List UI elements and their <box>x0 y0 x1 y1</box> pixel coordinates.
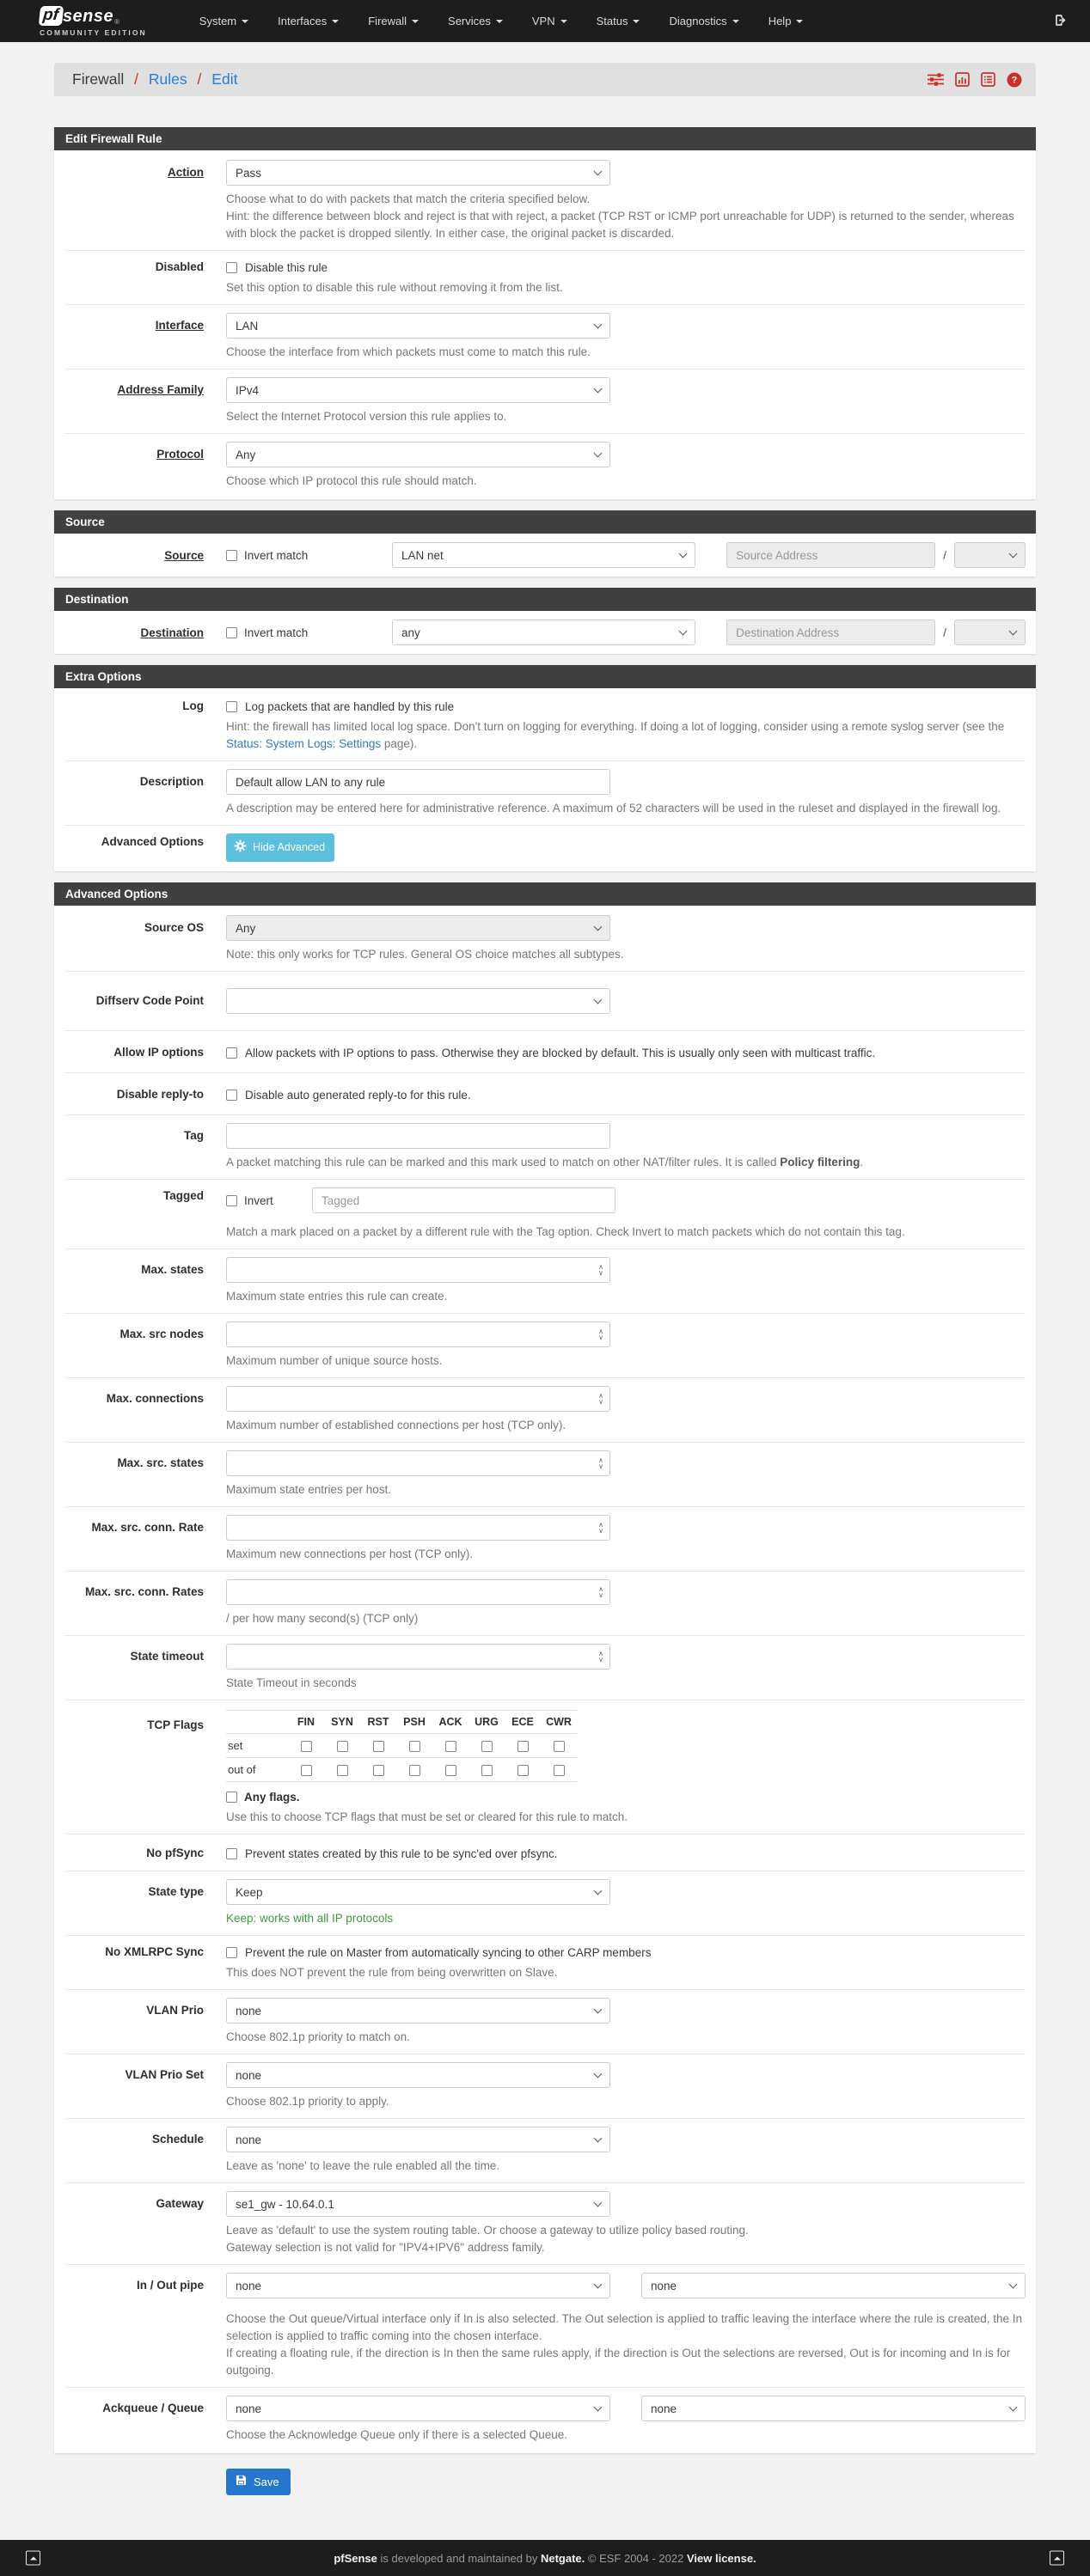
breadcrumb-firewall: Firewall <box>72 70 125 88</box>
state-timeout-label: State timeout <box>130 1650 204 1663</box>
mask-separator: / <box>943 626 946 639</box>
svg-text:?: ? <box>1011 75 1018 86</box>
disable-reply-to-checkbox[interactable] <box>226 1090 237 1101</box>
chevron-down-icon <box>594 449 603 457</box>
allow-ip-options-checkbox[interactable] <box>226 1047 237 1059</box>
sliders-icon[interactable] <box>928 72 944 87</box>
row-vlan-prio-set <box>64 2054 1026 2118</box>
chevron-down-icon <box>1009 626 1018 635</box>
save-button[interactable]: Save <box>226 2469 291 2495</box>
queue-select[interactable]: none <box>641 2396 1026 2421</box>
no-xmlrpc-sync-label: No XMLRPC Sync <box>105 1945 204 1958</box>
address-family-label: Address Family <box>117 383 204 396</box>
destination-invert-checkbox[interactable] <box>226 627 237 638</box>
breadcrumb-rules[interactable]: Rules <box>148 70 187 88</box>
source-select[interactable]: LAN net <box>392 542 695 568</box>
tcp-flag-checkbox[interactable] <box>554 1741 565 1752</box>
row-state-type <box>64 1871 1026 1935</box>
out-pipe-select[interactable]: none <box>641 2273 1026 2298</box>
row-interface <box>64 304 1026 369</box>
vlan-prio-label: VLAN Prio <box>146 2004 204 2017</box>
panel-title: Edit Firewall Rule <box>54 127 1036 150</box>
destination-select[interactable]: any <box>392 620 695 645</box>
destination-invert-label: Invert match <box>244 626 309 639</box>
logo-pf: pf <box>39 6 64 26</box>
chevron-down-icon <box>796 20 803 23</box>
row-diffserv <box>64 971 1026 1030</box>
source-label: Source <box>164 548 204 562</box>
ackqueue-label: Ackqueue / Queue <box>102 2402 204 2414</box>
row-max-src-states <box>64 1442 1026 1506</box>
tcp-flag-checkbox[interactable] <box>409 1741 420 1752</box>
in-out-pipe-label: In / Out pipe <box>137 2279 204 2292</box>
row-schedule <box>64 2118 1026 2182</box>
tcp-flags-label: TCP Flags <box>147 1718 204 1731</box>
row-protocol <box>64 433 1026 497</box>
tcp-flags-set-row <box>226 1734 577 1758</box>
chevron-down-icon <box>594 2133 603 2142</box>
max-states-help: Maximum state entries this rule can create. <box>226 1290 448 1303</box>
flag-ack: ACK <box>438 1716 462 1728</box>
flag-syn: SYN <box>331 1716 353 1728</box>
protocol-select[interactable]: Any <box>226 442 610 467</box>
disable-reply-to-label: Disable reply-to <box>116 1088 204 1101</box>
chevron-down-icon <box>633 20 640 23</box>
disable-rule-label: Disable this rule <box>245 261 328 274</box>
protocol-label: Protocol <box>156 448 204 461</box>
source-address-input <box>726 542 935 568</box>
schedule-help: Leave as 'none' to leave the rule enabled all the time. <box>226 2159 500 2172</box>
menu-vpn[interactable]: VPN <box>517 15 582 27</box>
chevron-down-icon <box>332 20 339 23</box>
row-gateway <box>64 2182 1026 2264</box>
chevron-down-icon <box>412 20 419 23</box>
breadcrumb-separator: / <box>134 70 139 88</box>
chevron-down-icon <box>594 320 603 328</box>
tcp-flags-help: Use this to choose TCP flags that must be set or cleared for this rule to match. <box>226 1810 628 1823</box>
max-src-conn-rate-label: Max. src. conn. Rate <box>91 1521 204 1534</box>
footer <box>0 2540 1090 2576</box>
tcp-flag-checkbox[interactable] <box>517 1765 529 1776</box>
tcp-flag-checkbox[interactable] <box>373 1741 384 1752</box>
logo-registered-mark: ® <box>114 17 120 26</box>
no-pfsync-checkbox[interactable] <box>226 1848 237 1859</box>
max-connections-label: Max. connections <box>106 1392 204 1405</box>
row-source <box>64 535 1026 575</box>
panel-title: Source <box>54 510 1036 534</box>
tcp-flag-checkbox[interactable] <box>517 1741 529 1752</box>
source-invert-checkbox[interactable] <box>226 550 237 561</box>
interface-label: Interface <box>155 319 204 332</box>
logo-sense: sense <box>62 6 114 26</box>
tag-input[interactable] <box>226 1123 610 1149</box>
source-os-select[interactable]: Any <box>226 915 610 941</box>
log-help: Hint: the firewall has limited local log space. Don't turn on logging for everything. If doing a lot of logging, consider using a remote syslog server (see the Status: System Logs: Settings page). <box>226 720 1005 750</box>
max-src-conn-rates-label: Max. src. conn. Rates <box>84 1585 204 1598</box>
row-address-family <box>64 369 1026 433</box>
max-src-nodes-input[interactable] <box>226 1322 610 1347</box>
max-connections-help: Maximum number of established connections per host (TCP only). <box>226 1419 566 1431</box>
row-state-timeout <box>64 1635 1026 1700</box>
row-disable-reply-to <box>64 1072 1026 1114</box>
flag-cwr: CWR <box>546 1716 572 1728</box>
max-src-states-help: Maximum state entries per host. <box>226 1483 392 1496</box>
spinner-icon[interactable]: ∧ ∨ <box>598 1585 603 1599</box>
action-label: Action <box>168 166 204 179</box>
panel-source <box>54 510 1036 577</box>
source-mask-select <box>954 542 1026 568</box>
row-max-src-conn-rate <box>64 1506 1026 1571</box>
menu-status[interactable]: Status <box>582 15 655 27</box>
max-connections-input[interactable] <box>226 1386 610 1412</box>
panel-title: Destination <box>54 588 1036 611</box>
chevron-down-icon <box>594 2069 603 2078</box>
vlan-prio-select[interactable]: none <box>226 1998 610 2024</box>
row-max-states <box>64 1248 1026 1313</box>
row-max-connections <box>64 1377 1026 1442</box>
address-family-help: Select the Internet Protocol version this rule applies to. <box>226 410 507 423</box>
logo-edition: COMMUNITY EDITION <box>40 27 147 37</box>
disable-rule-checkbox[interactable] <box>226 262 237 273</box>
in-out-pipe-help: Choose the Out queue/Virtual interface only if In is also selected. The Out selection is applied to traffic leaving the interface where the rule is created, the In selection is applied to traffic coming into the chosen interface. If creating a floating rule, if the direction is In then the same rules apply, if the direction is Out the selections are reversed, Out is for incoming and In is for outgoing. <box>226 2312 1023 2377</box>
row-allow-ip-options <box>64 1030 1026 1072</box>
panel-advanced-options <box>54 882 1036 2453</box>
tcp-flags-outof-row <box>226 1758 577 1782</box>
max-src-conn-rates-input[interactable] <box>226 1579 610 1605</box>
gateway-label: Gateway <box>156 2197 204 2210</box>
tcp-flag-checkbox[interactable] <box>445 1765 456 1776</box>
set-row-label: set <box>228 1739 243 1752</box>
schedule-select[interactable]: none <box>226 2127 610 2152</box>
state-type-label: State type <box>148 1885 204 1898</box>
panel-extra-options <box>54 665 1036 871</box>
row-action <box>64 152 1026 250</box>
spinner-icon[interactable]: ∧ ∨ <box>598 1392 603 1406</box>
max-src-nodes-help: Maximum number of unique source hosts. <box>226 1354 443 1367</box>
row-max-src-conn-rates <box>64 1571 1026 1635</box>
advanced-options-label: Advanced Options <box>101 835 204 848</box>
tagged-input[interactable] <box>312 1187 615 1213</box>
row-tag <box>64 1114 1026 1179</box>
destination-label: Destination <box>140 626 204 639</box>
breadcrumb <box>72 70 237 89</box>
no-pfsync-text: Prevent states created by this rule to be sync'ed over pfsync. <box>245 1847 558 1860</box>
menu-diagnostics[interactable]: Diagnostics <box>654 15 753 27</box>
max-src-states-label: Max. src. states <box>117 1456 204 1469</box>
pfsense-logo[interactable] <box>40 6 147 37</box>
max-src-conn-rate-help: Maximum new connections per host (TCP only). <box>226 1547 474 1560</box>
chevron-down-icon <box>594 995 603 1004</box>
hide-advanced-button[interactable]: Hide Advanced <box>226 833 334 862</box>
log-label: Log <box>182 699 204 712</box>
no-xmlrpc-sync-text: Prevent the rule on Master from automatically syncing to other CARP members <box>245 1946 652 1959</box>
flag-rst: RST <box>367 1716 389 1728</box>
source-invert-label: Invert match <box>244 548 309 562</box>
menu-system[interactable]: System <box>185 15 263 27</box>
tcp-flag-checkbox[interactable] <box>373 1765 384 1776</box>
row-vlan-prio <box>64 1989 1026 2054</box>
gear-icon <box>234 839 247 855</box>
state-type-note: Keep: works with all IP protocols <box>226 1912 394 1925</box>
disabled-label: Disabled <box>155 260 204 273</box>
spinner-icon[interactable]: ∧ ∨ <box>598 1328 603 1341</box>
description-input[interactable] <box>226 769 610 795</box>
description-help: A description may be entered here for administrative reference. A maximum of 52 characters will be used in the ruleset and displayed in the firewall log. <box>226 802 1001 815</box>
vlan-prio-help: Choose 802.1p priority to match on. <box>226 2030 410 2043</box>
scroll-top-icon[interactable] <box>26 2551 40 2566</box>
flag-ece: ECE <box>511 1716 534 1728</box>
diffserv-select[interactable] <box>226 988 610 1014</box>
max-states-label: Max. states <box>141 1263 204 1276</box>
spinner-icon[interactable]: ∧ ∨ <box>598 1456 603 1470</box>
allow-ip-options-label: Allow IP options <box>113 1046 204 1059</box>
chevron-down-icon <box>594 922 603 931</box>
top-navbar <box>0 0 1090 42</box>
menu-services[interactable]: Services <box>433 15 517 27</box>
vlan-prio-set-help: Choose 802.1p priority to apply. <box>226 2095 389 2108</box>
mask-separator: / <box>943 548 946 562</box>
state-type-select[interactable]: Keep <box>226 1879 610 1905</box>
disable-reply-to-text: Disable auto generated reply-to for this rule. <box>245 1089 471 1102</box>
schedule-label: Schedule <box>151 2133 204 2146</box>
log-checkbox[interactable] <box>226 701 237 712</box>
address-family-select[interactable]: IPv4 <box>226 377 610 403</box>
chevron-down-icon <box>560 20 567 23</box>
row-ackqueue <box>64 2387 1026 2451</box>
tcp-flag-checkbox[interactable] <box>301 1741 312 1752</box>
gateway-select[interactable]: se1_gw - 10.64.0.1 <box>226 2191 610 2217</box>
outof-row-label: out of <box>228 1763 256 1776</box>
no-pfsync-label: No pfSync <box>146 1847 204 1859</box>
any-flags-checkbox[interactable] <box>226 1792 237 1803</box>
tcp-flag-checkbox[interactable] <box>554 1765 565 1776</box>
gateway-help: Leave as 'default' to use the system routing table. Or choose a gateway to utilize policy based routing. Gateway selection is not valid for "IPV4+IPV6" address family. <box>226 2224 749 2254</box>
spinner-icon[interactable]: ∧ ∨ <box>598 1650 603 1663</box>
source-os-help: Note: this only works for TCP rules. General OS choice matches all subtypes. <box>226 948 624 961</box>
tcp-flag-checkbox[interactable] <box>445 1741 456 1752</box>
ackqueue-select[interactable]: none <box>226 2396 610 2421</box>
tcp-flag-checkbox[interactable] <box>301 1765 312 1776</box>
floppy-icon <box>236 2475 247 2488</box>
menu-firewall[interactable]: Firewall <box>353 15 433 27</box>
in-pipe-select[interactable]: none <box>226 2273 610 2298</box>
chevron-down-icon <box>1009 2280 1018 2288</box>
chevron-down-icon <box>1009 2402 1018 2411</box>
state-timeout-input[interactable] <box>226 1644 610 1670</box>
panel-edit-firewall-rule <box>54 127 1036 499</box>
no-xmlrpc-sync-help: This does NOT prevent the rule from being overwritten on Slave. <box>226 1966 558 1979</box>
tag-label: Tag <box>184 1129 204 1142</box>
chevron-down-icon <box>732 20 739 23</box>
spinner-icon[interactable]: ∧ ∨ <box>598 1263 603 1277</box>
tag-help: A packet matching this rule can be marked and this mark used to match on other NAT/filter rules. It is called Policy filtering. <box>226 1156 864 1169</box>
destination-address-input <box>726 620 935 645</box>
action-select[interactable]: Pass <box>226 160 610 186</box>
chevron-down-icon <box>1009 549 1018 558</box>
tcp-flags-table <box>226 1710 577 1782</box>
chevron-down-icon <box>594 2198 603 2207</box>
interface-help: Choose the interface from which packets must come to match this rule. <box>226 345 591 358</box>
panel-title: Extra Options <box>54 665 1036 688</box>
row-log <box>64 690 1026 760</box>
tagged-invert-label: Invert <box>244 1193 273 1207</box>
row-max-src-nodes <box>64 1313 1026 1377</box>
chevron-down-icon <box>242 20 248 23</box>
vlan-prio-set-label: VLAN Prio Set <box>125 2068 204 2081</box>
chevron-down-icon <box>594 2005 603 2013</box>
vlan-prio-set-select[interactable]: none <box>226 2062 610 2088</box>
max-src-nodes-label: Max. src nodes <box>119 1328 204 1340</box>
no-xmlrpc-sync-checkbox[interactable] <box>226 1947 237 1958</box>
ackqueue-help: Choose the Acknowledge Queue only if there is a selected Queue. <box>226 2428 568 2441</box>
tcp-flag-checkbox[interactable] <box>337 1765 348 1776</box>
chevron-down-icon <box>594 2402 603 2411</box>
row-advanced-options-toggle <box>64 825 1026 870</box>
max-states-input[interactable] <box>226 1257 610 1283</box>
tcp-flag-checkbox[interactable] <box>481 1741 493 1752</box>
row-description <box>64 760 1026 825</box>
breadcrumb-bar <box>54 63 1036 96</box>
row-tcp-flags <box>64 1700 1026 1834</box>
state-timeout-help: State Timeout in seconds <box>226 1676 357 1689</box>
view-license-link[interactable]: View license. <box>686 2551 756 2565</box>
max-src-states-input[interactable] <box>226 1450 610 1476</box>
chevron-down-icon <box>679 626 688 635</box>
scroll-top-icon[interactable] <box>1050 2551 1064 2566</box>
row-no-pfsync <box>64 1834 1026 1871</box>
tcp-flag-checkbox[interactable] <box>481 1765 493 1776</box>
interface-select[interactable]: LAN <box>226 313 610 339</box>
system-logs-settings-link[interactable]: Status: System Logs: Settings <box>226 737 382 750</box>
panel-title: Advanced Options <box>54 882 1036 906</box>
disabled-help: Set this option to disable this rule without removing it from the list. <box>226 281 563 294</box>
row-disabled <box>64 250 1026 304</box>
allow-ip-options-text: Allow packets with IP options to pass. Otherwise they are blocked by default. This is usually only seen with multicast traffic. <box>245 1047 876 1059</box>
any-flags-label: Any flags. <box>244 1791 300 1804</box>
flag-fin: FIN <box>297 1716 315 1728</box>
row-destination <box>64 613 1026 652</box>
menu-help[interactable]: Help <box>754 15 818 27</box>
sign-out-icon[interactable] <box>1051 13 1066 30</box>
row-in-out-pipe <box>64 2264 1026 2387</box>
spinner-icon[interactable]: ∧ ∨ <box>598 1521 603 1535</box>
max-src-conn-rate-input[interactable] <box>226 1515 610 1541</box>
tagged-invert-checkbox[interactable] <box>226 1195 237 1206</box>
max-src-conn-rates-help: / per how many second(s) (TCP only) <box>226 1612 419 1625</box>
row-tagged <box>64 1179 1026 1248</box>
diffserv-label: Diffserv Code Point <box>95 994 204 1007</box>
log-icon[interactable] <box>981 72 995 87</box>
panel-destination <box>54 588 1036 654</box>
source-os-label: Source OS <box>144 921 204 934</box>
chevron-down-icon <box>594 167 603 175</box>
breadcrumb-edit[interactable]: Edit <box>211 70 238 88</box>
destination-mask-select <box>954 620 1026 645</box>
footer-text: pfSense is developed and maintained by Netgate. © ESF 2004 - 2022 View license. <box>334 2551 756 2565</box>
action-help: Choose what to do with packets that match the criteria specified below. Hint: the difference between block and reject is that with reject, a packet (TCP RST or ICMP port unreachable for UDP) is returned to the sender, whereas with block the packet is dropped silently. In either case, the original packet is discarded. <box>226 192 1014 240</box>
tcp-flag-checkbox[interactable] <box>409 1765 420 1776</box>
tagged-label: Tagged <box>163 1189 204 1202</box>
chevron-down-icon <box>679 549 688 558</box>
description-label: Description <box>139 775 204 788</box>
chevron-down-icon <box>594 2280 603 2288</box>
menu-interfaces[interactable]: Interfaces <box>263 15 353 27</box>
breadcrumb-separator: / <box>197 70 202 88</box>
tcp-flag-checkbox[interactable] <box>337 1741 348 1752</box>
chart-icon[interactable] <box>955 72 970 87</box>
flag-urg: URG <box>475 1716 499 1728</box>
tagged-help: Match a mark placed on a packet by a different rule with the Tag option. Check Invert to match packets which do not contain this tag. <box>226 1225 905 1238</box>
chevron-down-icon <box>496 20 503 23</box>
row-no-xmlrpc-sync <box>64 1935 1026 1989</box>
log-checkbox-label: Log packets that are handled by this rule <box>245 700 455 713</box>
protocol-help: Choose which IP protocol this rule should match. <box>226 474 477 487</box>
flag-psh: PSH <box>403 1716 426 1728</box>
chevron-down-icon <box>594 384 603 393</box>
row-source-os <box>64 907 1026 971</box>
help-icon[interactable] <box>1007 72 1022 88</box>
chevron-down-icon <box>594 1886 603 1895</box>
